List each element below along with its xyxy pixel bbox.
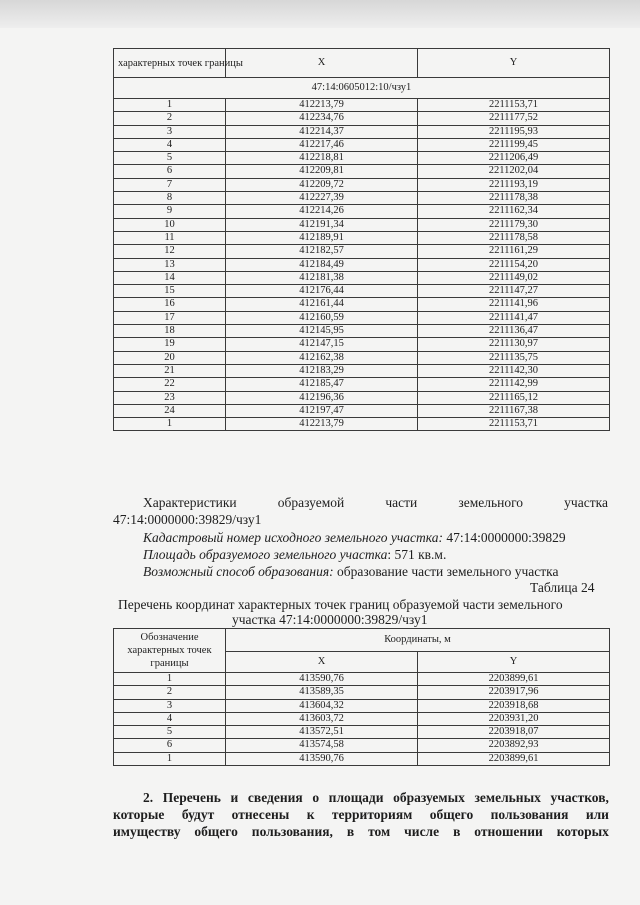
area-value: : 571 кв.м. — [387, 547, 447, 562]
word: пользования — [490, 807, 569, 822]
word: к — [306, 807, 315, 822]
table-row — [114, 178, 610, 191]
word: образуемой — [277, 495, 345, 510]
word: общего — [429, 807, 474, 822]
method-label: Возможный способ образования: — [143, 564, 334, 579]
y-coordinate: 2203918,07 — [418, 726, 610, 739]
word: образуемых — [393, 790, 465, 805]
x-coordinate: 412218,81 — [226, 152, 418, 165]
scan-top-edge — [0, 0, 640, 28]
table-row — [114, 125, 610, 138]
word: которые — [113, 807, 165, 822]
area-label: Площадь образуемого земельного участка — [143, 547, 388, 562]
table-row — [114, 712, 610, 725]
x-coordinate: 412234,76 — [226, 112, 418, 125]
table-row — [114, 99, 610, 112]
x-coordinate: 412161,44 — [226, 298, 418, 311]
point-number: 22 — [114, 378, 226, 391]
table-header-row — [114, 49, 610, 78]
x-coordinate: 413590,76 — [226, 752, 418, 765]
x-coordinate: 412213,79 — [226, 99, 418, 112]
x-coordinate: 412214,26 — [226, 205, 418, 218]
table-row — [114, 192, 610, 205]
table-row — [114, 231, 610, 244]
y-coordinate: 2211149,02 — [418, 271, 610, 284]
word: Характеристики — [143, 495, 237, 510]
x-coordinate: 412227,39 — [226, 192, 418, 205]
word: и — [230, 790, 239, 805]
point-number: 11 — [114, 231, 226, 244]
x-coordinate: 412209,72 — [226, 178, 418, 191]
point-number: 7 — [114, 178, 226, 191]
table-row — [114, 165, 610, 178]
x-coordinate: 413604,32 — [226, 699, 418, 712]
x-coordinate: 412209,81 — [226, 165, 418, 178]
y-coordinate: 2211193,19 — [418, 178, 610, 191]
table-row — [114, 726, 610, 739]
x-coordinate: 413574,58 — [226, 739, 418, 752]
y-coordinate: 2211195,93 — [418, 125, 610, 138]
point-number: 2 — [114, 112, 226, 125]
x-coordinate: 412184,49 — [226, 258, 418, 271]
method-value: образование части земельного участка — [333, 564, 559, 579]
table-row — [114, 311, 610, 324]
x-coordinate: 413589,35 — [226, 686, 418, 699]
y-coordinate: 2211165,12 — [418, 391, 610, 404]
point-number: 12 — [114, 245, 226, 258]
y-coordinate: 2211167,38 — [418, 404, 610, 417]
coordinates-table-2 — [113, 628, 610, 766]
header-coordinates: Координаты, м — [226, 629, 610, 652]
cadastral-number-line — [143, 530, 566, 546]
word: отношении — [474, 824, 543, 839]
point-number: 23 — [114, 391, 226, 404]
point-number: 1 — [114, 673, 226, 686]
table-row — [114, 338, 610, 351]
y-coordinate: 2211202,04 — [418, 165, 610, 178]
x-coordinate: 413590,76 — [226, 673, 418, 686]
header-x: X — [226, 652, 418, 673]
header-point-designation: Обозначение характерных точек границы — [114, 629, 226, 673]
x-coordinate: 412147,15 — [226, 338, 418, 351]
point-number: 4 — [114, 712, 226, 725]
word: Перечень — [162, 790, 221, 805]
y-coordinate: 2211178,38 — [418, 192, 610, 205]
table-row — [114, 364, 610, 377]
point-number: 2 — [114, 686, 226, 699]
y-coordinate: 2211142,30 — [418, 364, 610, 377]
word: числе — [404, 824, 440, 839]
x-coordinate: 412145,95 — [226, 325, 418, 338]
point-number: 1 — [114, 99, 226, 112]
table-row — [114, 351, 610, 364]
x-coordinate: 413572,51 — [226, 726, 418, 739]
table-row — [114, 418, 610, 431]
table-row — [114, 152, 610, 165]
point-number: 10 — [114, 218, 226, 231]
x-coordinate: 412185,47 — [226, 378, 418, 391]
header-y: Y — [418, 49, 610, 78]
table-header-row — [114, 629, 610, 652]
point-number: 3 — [114, 699, 226, 712]
table-body — [114, 99, 610, 431]
point-number: 21 — [114, 364, 226, 377]
y-coordinate: 2211141,96 — [418, 298, 610, 311]
table-number: Таблица 24 — [530, 580, 595, 595]
x-coordinate: 412189,91 — [226, 231, 418, 244]
characteristics-line — [143, 495, 608, 511]
point-number: 4 — [114, 138, 226, 151]
table-row — [114, 258, 610, 271]
y-coordinate: 2211135,75 — [418, 351, 610, 364]
word: пользования, — [251, 824, 333, 839]
point-number: 6 — [114, 165, 226, 178]
word: в — [453, 824, 461, 839]
table-row — [114, 404, 610, 417]
table-caption-line2: участка 47:14:0000000:39829/чзу1 — [232, 612, 428, 627]
section-heading-line3 — [113, 824, 609, 840]
y-coordinate: 2211177,52 — [418, 112, 610, 125]
y-coordinate: 2211147,27 — [418, 285, 610, 298]
y-coordinate: 2203917,96 — [418, 686, 610, 699]
y-coordinate: 2211199,45 — [418, 138, 610, 151]
y-coordinate: 2211136,47 — [418, 325, 610, 338]
word: в — [346, 824, 355, 839]
word: площади — [328, 790, 384, 805]
cadastral-value: 47:14:0000000:39829 — [443, 530, 566, 545]
point-number: 1 — [114, 752, 226, 765]
y-coordinate: 2211153,71 — [418, 99, 610, 112]
x-coordinate: 412196,36 — [226, 391, 418, 404]
x-coordinate: 412191,34 — [226, 218, 418, 231]
y-coordinate: 2211161,29 — [418, 245, 610, 258]
table-row — [114, 205, 610, 218]
table-row — [114, 271, 610, 284]
y-coordinate: 2203918,68 — [418, 699, 610, 712]
table-row — [114, 699, 610, 712]
word: о — [312, 790, 320, 805]
x-coordinate: 412197,47 — [226, 404, 418, 417]
point-number: 15 — [114, 285, 226, 298]
section-cadastral-number: 47:14:0605012:10/чзу1 — [114, 78, 610, 99]
table-row — [114, 218, 610, 231]
y-coordinate: 2211178,58 — [418, 231, 610, 244]
table-row — [114, 752, 610, 765]
table-row — [114, 686, 610, 699]
word: земельных — [474, 790, 541, 805]
x-coordinate: 412181,38 — [226, 271, 418, 284]
table-row — [114, 138, 610, 151]
word: или — [585, 807, 609, 822]
x-coordinate: 412182,57 — [226, 245, 418, 258]
word: части — [385, 495, 418, 510]
word: участка — [564, 495, 608, 510]
y-coordinate: 2203899,61 — [418, 752, 610, 765]
word: 2. — [143, 790, 154, 805]
section-row — [114, 78, 610, 99]
table-row — [114, 739, 610, 752]
point-number: 16 — [114, 298, 226, 311]
header-y: Y — [418, 652, 610, 673]
point-number: 19 — [114, 338, 226, 351]
characteristics-number: 47:14:0000000:39829/чзу1 — [113, 512, 262, 527]
y-coordinate: 2211162,34 — [418, 205, 610, 218]
table-row — [114, 378, 610, 391]
word: том — [368, 824, 391, 839]
section-heading-line1 — [143, 790, 609, 806]
point-number: 20 — [114, 351, 226, 364]
point-number: 9 — [114, 205, 226, 218]
x-coordinate: 412176,44 — [226, 285, 418, 298]
x-coordinate: 412214,37 — [226, 125, 418, 138]
word: сведения — [247, 790, 303, 805]
point-number: 24 — [114, 404, 226, 417]
word: общего — [194, 824, 238, 839]
point-number: 18 — [114, 325, 226, 338]
cadastral-label: Кадастровый номер исходного земельного участка: — [143, 530, 443, 545]
word: земельного — [458, 495, 524, 510]
x-coordinate: 412217,46 — [226, 138, 418, 151]
y-coordinate: 2211141,47 — [418, 311, 610, 324]
table-row — [114, 325, 610, 338]
point-number: 13 — [114, 258, 226, 271]
x-coordinate: 412183,29 — [226, 364, 418, 377]
y-coordinate: 2211206,49 — [418, 152, 610, 165]
word: территориям — [331, 807, 413, 822]
x-coordinate: 412213,79 — [226, 418, 418, 431]
word: отнесены — [231, 807, 290, 822]
point-number: 6 — [114, 739, 226, 752]
y-coordinate: 2211154,20 — [418, 258, 610, 271]
point-number: 14 — [114, 271, 226, 284]
y-coordinate: 2211179,30 — [418, 218, 610, 231]
table-row — [114, 391, 610, 404]
y-coordinate: 2211142,99 — [418, 378, 610, 391]
y-coordinate: 2211153,71 — [418, 418, 610, 431]
y-coordinate: 2203892,93 — [418, 739, 610, 752]
table-row — [114, 285, 610, 298]
header-point-designation: характерных точек границы — [114, 49, 226, 78]
point-number: 5 — [114, 152, 226, 165]
coordinates-table-1 — [113, 48, 610, 431]
x-coordinate: 412160,59 — [226, 311, 418, 324]
table-row — [114, 673, 610, 686]
table-row — [114, 245, 610, 258]
table-row — [114, 298, 610, 311]
section-heading-line2 — [113, 807, 609, 823]
table-caption-line1: Перечень координат характерных точек границ образуемой части земельного — [118, 597, 563, 612]
area-line — [143, 547, 446, 563]
point-number: 3 — [114, 125, 226, 138]
point-number: 5 — [114, 726, 226, 739]
y-coordinate: 2203931,20 — [418, 712, 610, 725]
point-number: 1 — [114, 418, 226, 431]
word: участков, — [550, 790, 609, 805]
x-coordinate: 413603,72 — [226, 712, 418, 725]
point-number: 17 — [114, 311, 226, 324]
word: которых — [556, 824, 609, 839]
word: будут — [181, 807, 215, 822]
table-row — [114, 112, 610, 125]
y-coordinate: 2203899,61 — [418, 673, 610, 686]
header-x: X — [226, 49, 418, 78]
y-coordinate: 2211130,97 — [418, 338, 610, 351]
word: имуществу — [113, 824, 181, 839]
table-body — [114, 673, 610, 766]
point-number: 8 — [114, 192, 226, 205]
x-coordinate: 412162,38 — [226, 351, 418, 364]
method-line — [143, 564, 558, 580]
